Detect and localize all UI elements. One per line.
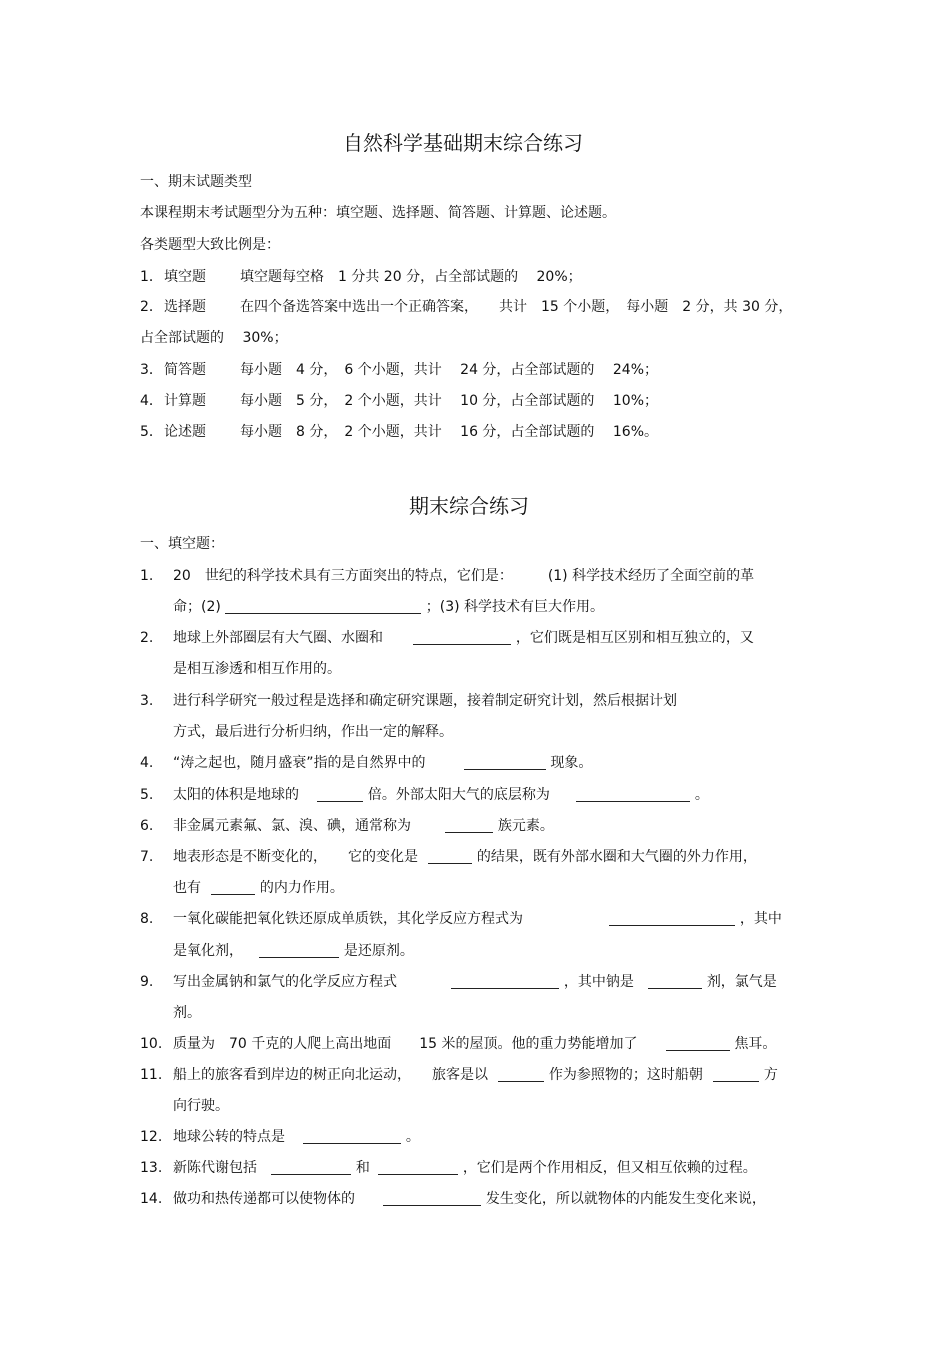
q2-text-a: 地球上外部圈层有大气圈、水圈和 <box>173 630 383 646</box>
q4-text-b: 现象。 <box>550 755 593 771</box>
q9-blank-1[interactable] <box>451 974 559 989</box>
q11-text-c: 方 <box>763 1067 778 1083</box>
q12-num: 12. <box>140 1129 163 1145</box>
q1-line1: 20 世纪的科学技术具有三方面突出的特点，它们是： (1) 科学技术经历了全面空前的革 <box>173 568 755 584</box>
q9-line2: 剂。 <box>173 1005 201 1021</box>
q5-blank-1[interactable] <box>317 787 363 802</box>
q3-line2: 方式，最后进行分析归纳，作出一定的解释。 <box>173 724 453 740</box>
q12-line1 <box>173 1128 420 1146</box>
q7-text-d: 的内力作用。 <box>259 880 344 896</box>
q14-blank-1[interactable] <box>383 1191 481 1206</box>
q11-blank-1[interactable] <box>498 1067 544 1082</box>
type-1-num: 1． <box>140 269 163 285</box>
q8-line1 <box>173 910 782 928</box>
type-1-name: 填空题 <box>164 269 206 285</box>
q4-num: 4. <box>140 755 154 771</box>
q9-text-a: 写出金属钠和氯气的化学反应方程式 <box>173 974 397 990</box>
type-2-cont: 占全部试题的 30%； <box>140 330 288 346</box>
q12-blank-1[interactable] <box>303 1129 401 1144</box>
type-2-name: 选择题 <box>164 299 206 315</box>
type-3-num: 3． <box>140 362 163 378</box>
q5-blank-2[interactable] <box>576 787 690 802</box>
q1-text-b: 命；(2) <box>173 599 221 615</box>
q6-num: 6. <box>140 818 154 834</box>
type-4-desc: 每小题 5 分， 2 个小题，共计 10 分，占全部试题的 10%； <box>240 393 658 409</box>
q14-text-a: 做功和热传递都可以使物体的 <box>173 1191 355 1207</box>
q7-num: 7. <box>140 849 154 865</box>
q6-text-b: 族元素。 <box>497 818 554 834</box>
type-2-desc: 在四个备选答案中选出一个正确答案， 共计 15 个小题， 每小题 2 分，共 30 分， <box>240 299 793 315</box>
q1-line2 <box>173 598 604 616</box>
q6-blank-1[interactable] <box>445 818 493 833</box>
q2-text-b: ，它们既是相互区别和相互独立的，又 <box>515 630 754 646</box>
q3-line1: 进行科学研究一般过程是选择和确定研究课题，接着制定研究计划，然后根据计划 <box>173 693 677 709</box>
q9-line1 <box>173 973 777 991</box>
q13-blank-2[interactable] <box>378 1160 458 1175</box>
q13-num: 13. <box>140 1160 163 1176</box>
q2-line2: 是相互渗透和相互作用的。 <box>173 661 341 677</box>
type-5-num: 5． <box>140 424 163 440</box>
type-3-name: 简答题 <box>164 362 206 378</box>
q13-text-c: ，它们是两个作用相反，但又相互依赖的过程。 <box>462 1160 757 1176</box>
q1-text-c: ；(3) 科学技术有巨大作用。 <box>425 599 605 615</box>
section-heading-fill-blank: 一、填空题： <box>140 536 224 552</box>
q7-text-a: 地表形态是不断变化的， 它的变化是 <box>173 849 418 865</box>
q9-blank-2[interactable] <box>648 974 702 989</box>
ratio-intro: 各类题型大致比例是： <box>140 237 280 253</box>
q8-text-d: 是还原剂。 <box>343 943 414 959</box>
section-heading-exam-types: 一、期末试题类型 <box>140 174 252 190</box>
q10-blank-1[interactable] <box>666 1036 730 1051</box>
q10-num: 10. <box>140 1036 163 1052</box>
q13-text-a: 新陈代谢包括 <box>173 1160 257 1176</box>
q13-text-b: 和 <box>355 1160 370 1176</box>
q13-blank-1[interactable] <box>271 1160 351 1175</box>
q14-line1 <box>173 1190 766 1208</box>
q10-text-a: 质量为 70 千克的人爬上高出地面 15 米的屋顶。他的重力势能增加了 <box>173 1036 638 1052</box>
q8-line2 <box>173 942 414 960</box>
q11-blank-2[interactable] <box>713 1067 759 1082</box>
q7-text-c: 也有 <box>173 880 201 896</box>
document-title: 自然科学基础期末综合练习 <box>343 131 583 155</box>
q9-num: 9. <box>140 974 154 990</box>
q8-blank-2[interactable] <box>259 943 339 958</box>
q11-line2: 向行驶。 <box>173 1098 229 1114</box>
q4-text-a: “涛之起也，随月盛衰”指的是自然界中的 <box>173 755 426 771</box>
q11-text-a: 船上的旅客看到岸边的树正向北运动， 旅客是以 <box>173 1067 488 1083</box>
type-4-num: 4． <box>140 393 163 409</box>
q12-text-b: 。 <box>405 1129 420 1145</box>
q13-line1 <box>173 1159 757 1177</box>
section-title-practice: 期末综合练习 <box>409 494 529 518</box>
type-1-desc: 填空题每空格 1 分共 20 分，占全部试题的 20%； <box>240 269 582 285</box>
q10-line1 <box>173 1035 776 1053</box>
q2-blank-1[interactable] <box>413 630 511 645</box>
q7-line1 <box>173 848 757 866</box>
type-5-name: 论述题 <box>164 424 206 440</box>
q2-line1 <box>173 629 754 647</box>
q5-num: 5. <box>140 787 154 803</box>
q9-text-c: 剂，氯气是 <box>706 974 777 990</box>
q2-num: 2. <box>140 630 154 646</box>
q8-text-b: ，其中 <box>739 911 782 927</box>
q11-text-b: 作为参照物的；这时船朝 <box>548 1067 703 1083</box>
q5-text-b: 倍。外部太阳大气的底层称为 <box>367 787 550 803</box>
type-3-desc: 每小题 4 分， 6 个小题，共计 24 分，占全部试题的 24%； <box>240 362 658 378</box>
q8-num: 8. <box>140 911 154 927</box>
q14-num: 14. <box>140 1191 163 1207</box>
q8-text-c: 是氧化剂， <box>173 943 243 959</box>
q5-line1 <box>173 786 709 804</box>
type-2-num: 2． <box>140 299 163 315</box>
q12-text-a: 地球公转的特点是 <box>173 1129 285 1145</box>
q4-blank-1[interactable] <box>464 755 546 770</box>
q10-text-b: 焦耳。 <box>734 1036 777 1052</box>
q7-line2 <box>173 879 344 897</box>
type-5-desc: 每小题 8 分， 2 个小题，共计 16 分，占全部试题的 16%。 <box>240 424 658 440</box>
q7-text-b: 的结果，既有外部水圈和大气圈的外力作用， <box>476 849 757 865</box>
q7-blank-2[interactable] <box>211 880 255 895</box>
q8-text-a: 一氧化碳能把氧化铁还原成单质铁，其化学反应方程式为 <box>173 911 523 927</box>
q3-num: 3. <box>140 693 154 709</box>
q8-blank-1[interactable] <box>609 911 735 926</box>
q14-text-b: 发生变化，所以就物体的内能发生变化来说， <box>485 1191 766 1207</box>
q1-blank-1[interactable] <box>225 599 421 614</box>
type-4-name: 计算题 <box>164 393 206 409</box>
q7-blank-1[interactable] <box>428 849 472 864</box>
q5-text-a: 太阳的体积是地球的 <box>173 787 299 803</box>
q6-text-a: 非金属元素氟、氯、溴、碘，通常称为 <box>173 818 411 834</box>
q1-num: 1. <box>140 568 154 584</box>
exam-intro: 本课程期末考试题型分为五种：填空题、选择题、简答题、计算题、论述题。 <box>140 205 616 221</box>
q5-text-c: 。 <box>694 787 709 803</box>
q4-line1 <box>173 754 592 772</box>
q6-line1 <box>173 817 554 835</box>
q11-line1 <box>173 1066 778 1084</box>
q9-text-b: ，其中钠是 <box>563 974 634 990</box>
q11-num: 11. <box>140 1067 163 1083</box>
